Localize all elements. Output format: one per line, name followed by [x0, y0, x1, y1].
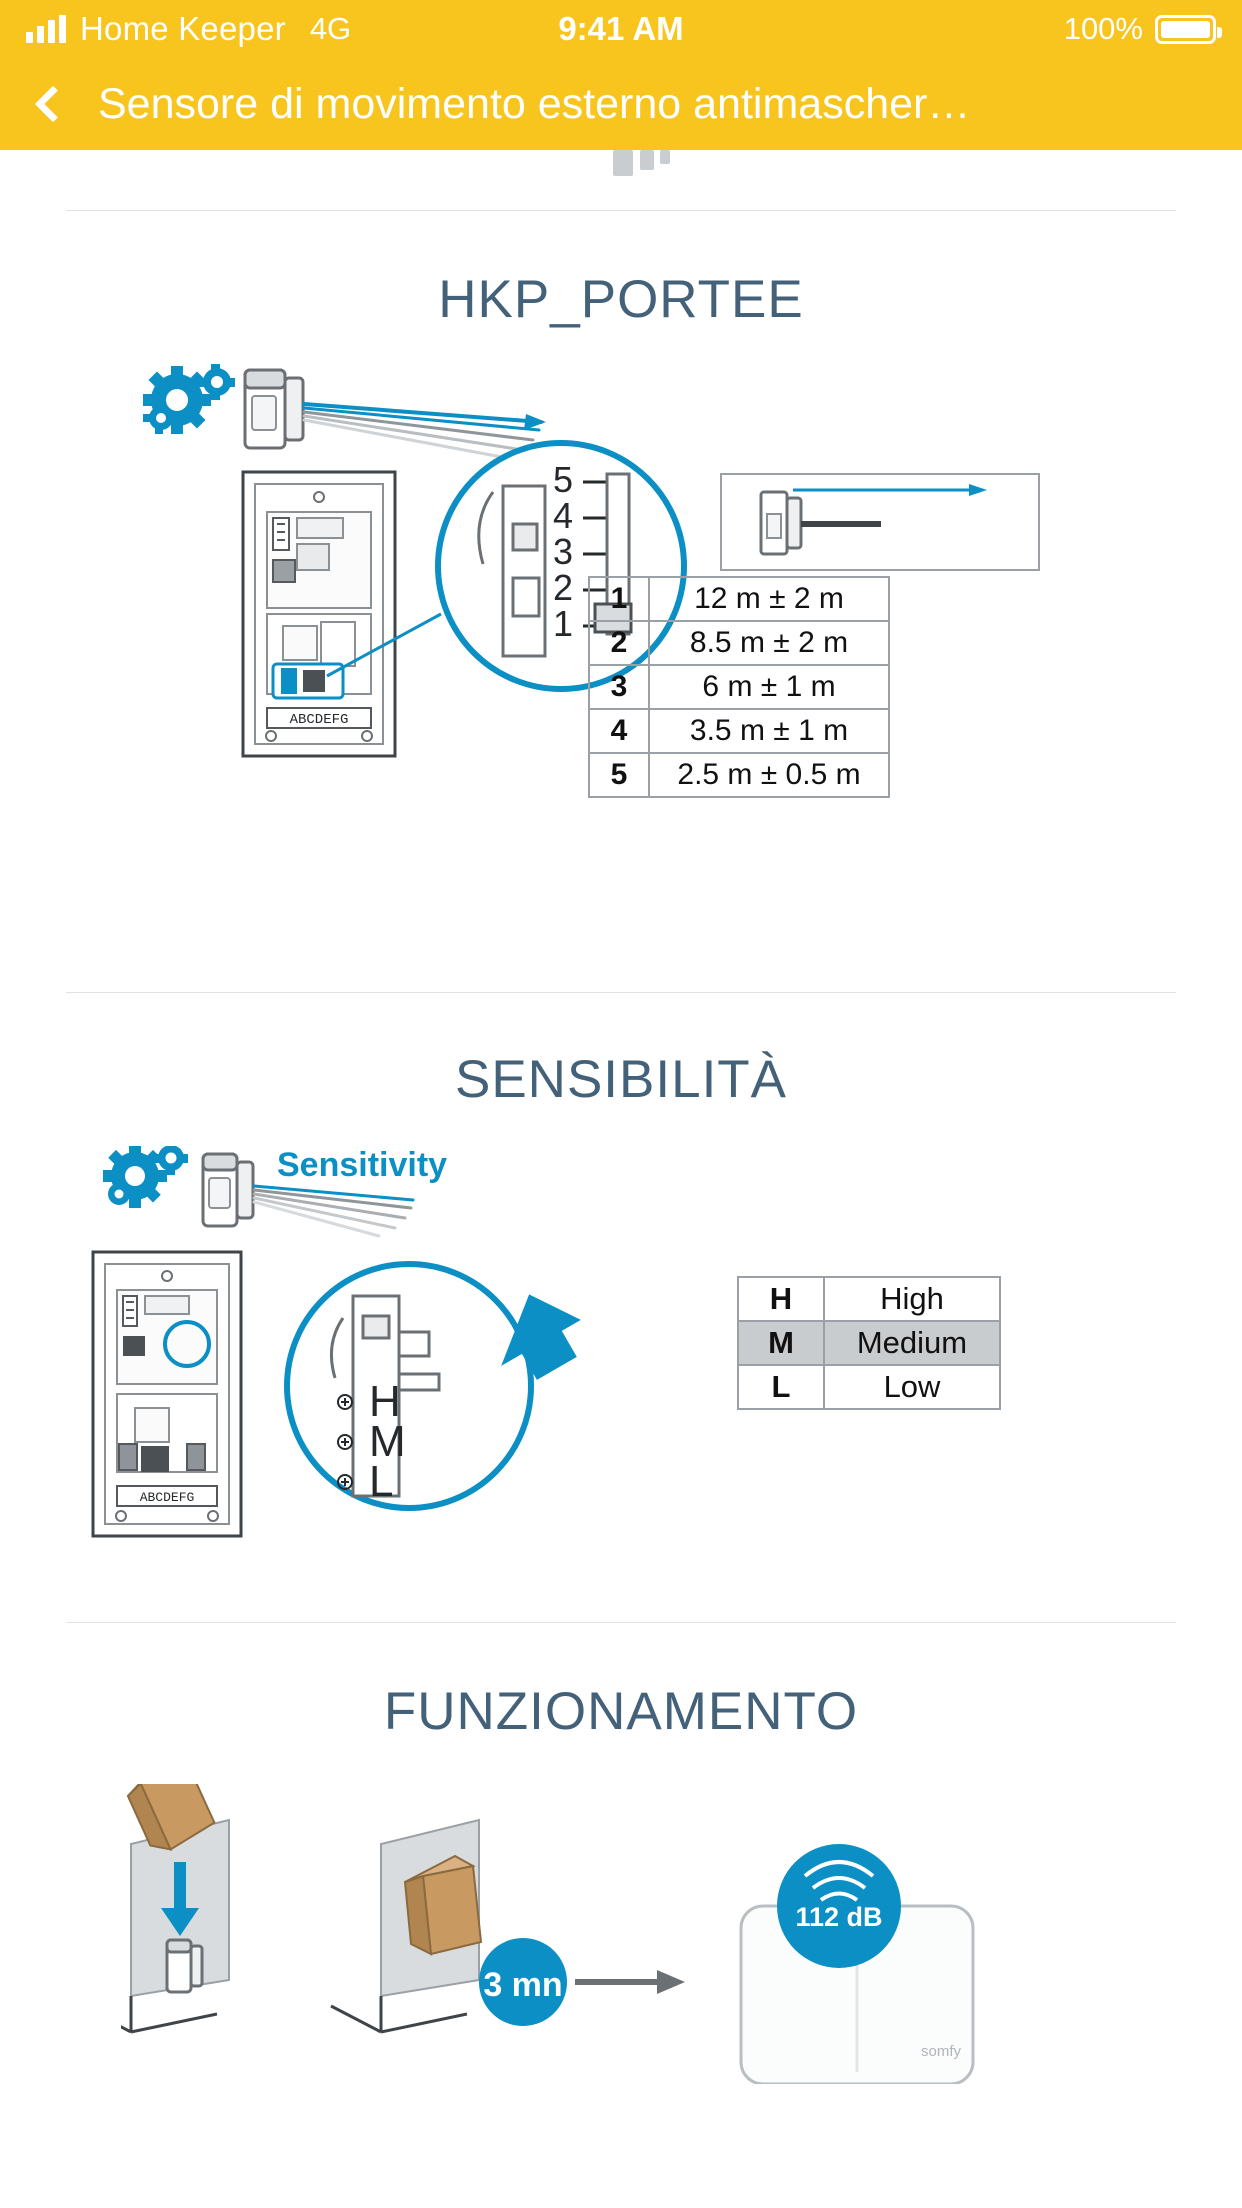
status-bar-right [1064, 11, 1216, 47]
sensitivity-value: Medium [824, 1321, 1000, 1365]
battery-full-icon [1155, 15, 1216, 44]
detector-open-diagram [93, 1252, 241, 1536]
status-bar-left [26, 10, 351, 48]
scene-intrusion [121, 1784, 229, 2032]
table-row [589, 577, 889, 621]
range-table [588, 576, 890, 798]
chevron-left-icon [35, 86, 72, 123]
range-value: 3.5 m ± 1 m [649, 709, 889, 753]
clock-label: 9:41 AM [558, 10, 684, 47]
dial-label-2: 2 [553, 567, 574, 608]
pcb-label: ABCDEFG [289, 712, 349, 728]
table-row [589, 621, 889, 665]
carrier-label: Home Keeper [80, 10, 286, 47]
sensitivity-table [737, 1276, 1001, 1410]
pcb-label: ABCDEFG [139, 1490, 195, 1505]
figure-funzionamento [0, 1784, 1242, 2084]
sensitivity-table-wrapper [248, 1276, 1242, 1410]
range-key: 3 [589, 665, 649, 709]
timer-badge-label: 3 mn [483, 1966, 563, 2004]
range-value: 12 m ± 2 m [649, 577, 889, 621]
previous-figure-remnant [0, 150, 1242, 210]
dial-label-1: 1 [553, 603, 574, 644]
battery-percent-label: 100% [1063, 11, 1143, 46]
gears-icon [143, 364, 235, 434]
sensitivity-value: Low [824, 1365, 1000, 1409]
sensitivity-table-body [738, 1277, 1000, 1409]
scene-delay [331, 1820, 685, 2032]
navigation-bar [0, 58, 1242, 150]
dial-label-3: 3 [553, 531, 574, 572]
sensitivity-key: H [738, 1277, 824, 1321]
status-bar [0, 0, 1242, 58]
sensitivity-value: High [824, 1277, 1000, 1321]
table-row [738, 1365, 1000, 1409]
range-key: 2 [589, 621, 649, 665]
table-row [589, 665, 889, 709]
section-sensibilita [0, 993, 1242, 1622]
sensitivity-caption: Sensitivity [277, 1146, 448, 1184]
signal-bars-icon [26, 15, 66, 43]
range-table-body [589, 577, 889, 797]
range-table-wrapper [118, 576, 1242, 798]
network-type-label: 4G [309, 11, 352, 46]
table-row [738, 1277, 1000, 1321]
scene-siren [741, 1844, 973, 2084]
arrow-right-icon [575, 1970, 685, 1994]
section-title-sensibilita: SENSIBILITÀ [454, 1050, 788, 1109]
gears-icon [103, 1146, 188, 1208]
page-title: Sensore di movimento esterno antimascher… [98, 79, 971, 128]
table-row [589, 753, 889, 797]
section-title-funzionamento: FUNZIONAMENTO [383, 1682, 859, 1741]
range-key: 4 [589, 709, 649, 753]
sensitivity-key: M [738, 1321, 824, 1365]
siren-brand-label: somfy [921, 2043, 962, 2060]
range-key: 1 [589, 577, 649, 621]
section-portee [0, 211, 1242, 992]
dial-label-4: 4 [553, 495, 574, 536]
range-value: 8.5 m ± 2 m [649, 621, 889, 665]
range-value: 6 m ± 1 m [649, 665, 889, 709]
switch-label-m: M [369, 1417, 406, 1466]
dial-label-5: 5 [553, 459, 574, 500]
article-scroll-area[interactable] [0, 150, 1242, 2208]
section-funzionamento [0, 1623, 1242, 2084]
alarm-badge-label: 112 dB [795, 1902, 883, 1932]
switch-label-l: L [369, 1457, 394, 1506]
switch-label-h: H [369, 1377, 401, 1426]
sensitivity-key: L [738, 1365, 824, 1409]
range-key: 5 [589, 753, 649, 797]
table-row [738, 1321, 1000, 1365]
motion-detector-icon [245, 370, 546, 458]
range-illustration [721, 474, 1039, 570]
range-value: 2.5 m ± 0.5 m [649, 753, 889, 797]
back-button[interactable] [26, 69, 80, 139]
section-title-portee: HKP_PORTEE [438, 270, 804, 329]
table-row [589, 709, 889, 753]
